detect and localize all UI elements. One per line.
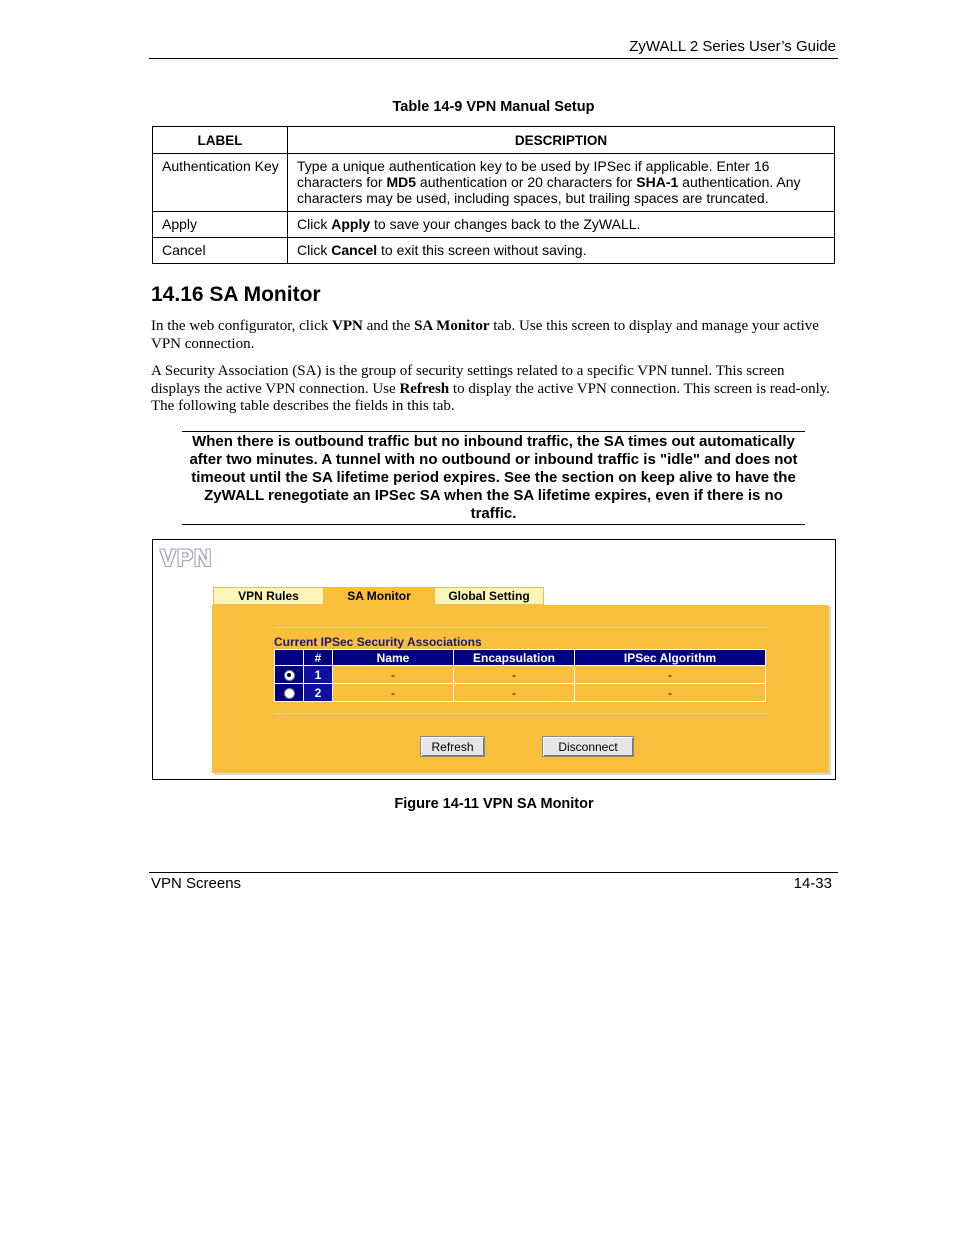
desc-text: to exit this screen without saving. [377,242,587,258]
sa-table-header [275,650,765,665]
select-column-header [275,650,303,665]
sa-algorithm: - [575,666,765,683]
para-bold: Refresh [399,380,450,397]
intro-paragraph [151,318,835,353]
col-description-header: DESCRIPTION [288,127,835,154]
col-label-header: LABEL [153,127,288,154]
row-label: Apply [153,212,288,238]
sa-name: - [333,684,453,701]
tab-global-setting[interactable]: Global Setting [434,587,544,605]
para-text: to display the active VPN connection. This screen is read-only. The following table describes the fields in this tab. [151,380,831,414]
tab-sa-monitor[interactable]: SA Monitor [324,587,434,607]
note-bottom-rule [182,524,805,525]
note-text: When there is outbound traffic but no inbound traffic, the SA times out automatically after two minutes. A tunnel with no outbound or inbound traffic is "idle" and does not timeout until the SA lifetime period expires. See the section on keep alive to have the ZyWALL renegotiate an IPSec SA when the SA lifetime expires, even if there is no traffic. [189,433,798,522]
row-description [288,212,835,238]
sa-table [274,649,766,702]
sa-encapsulation: - [454,684,574,701]
row-label: Authentication Key [153,154,288,212]
table-row [153,212,835,238]
sa-encapsulation: - [454,666,574,683]
row-description [288,238,835,264]
group-label: Current IPSec Security Associations [274,635,482,649]
para-text: tab. Use this screen to display and manage your active VPN connection. [151,318,819,352]
table-row [153,154,835,212]
select-cell [275,666,303,683]
para-text: In the web configurator, click [151,318,332,334]
disconnect-button[interactable]: Disconnect [542,736,634,757]
sa-select-radio[interactable] [284,670,295,681]
col-name-header: Name [333,650,453,665]
desc-text: Click [297,242,332,258]
desc-bold: Cancel [331,242,378,258]
desc-bold: Apply [331,216,371,232]
row-number: 2 [304,684,332,701]
section-title: 14.16 SA Monitor [151,283,321,306]
footer-divider [149,872,838,873]
table-row [153,238,835,264]
vpn-manual-setup-table [152,126,835,264]
sa-algorithm: - [575,684,765,701]
sa-select-radio[interactable] [284,688,295,699]
group-bottom-rule [274,713,768,714]
guide-title: ZyWALL 2 Series User’s Guide [629,38,836,55]
header-divider [149,58,838,59]
refresh-button[interactable]: Refresh [420,736,485,757]
screen-title: VPN [160,545,213,572]
table-row [275,666,765,683]
table-row [275,684,765,701]
desc-bold: MD5 [386,174,417,190]
col-ipsec-algorithm-header: IPSec Algorithm [575,650,765,665]
row-number: 1 [304,666,332,683]
col-encapsulation-header: Encapsulation [454,650,574,665]
group-top-rule [274,627,768,628]
row-description [288,154,835,212]
desc-text: Click [297,216,332,232]
para-text: and the [362,318,415,334]
desc-text: authentication. Any characters may be used, including spaces, but trailing spaces are truncated. [297,174,801,206]
select-cell [275,684,303,701]
sa-description-paragraph [151,363,835,416]
figure-caption: Figure 14-11 VPN SA Monitor [394,796,594,812]
table-header-row [153,127,835,154]
para-bold: SA Monitor [414,318,490,334]
col-number-header: # [304,650,332,665]
desc-text: authentication or 20 characters for [416,174,637,190]
para-bold: VPN [332,318,363,334]
tab-vpn-rules[interactable]: VPN Rules [213,587,324,605]
desc-bold: SHA-1 [636,174,679,190]
note-top-rule [182,431,805,432]
sa-name: - [333,666,453,683]
row-label: Cancel [153,238,288,264]
footer-section-name: VPN Screens [151,875,242,892]
desc-text: to save your changes back to the ZyWALL. [370,216,641,232]
table-caption: Table 14-9 VPN Manual Setup [392,99,595,115]
desc-text: Type a unique authentication key to be used by IPSec if applicable. Enter 16 characters for [297,158,770,190]
page-number: 14-33 [793,875,832,892]
para-text: A Security Association (SA) is the group of security settings related to a specific VPN tunnel. This screen displays the active VPN connection. Use [151,363,785,397]
